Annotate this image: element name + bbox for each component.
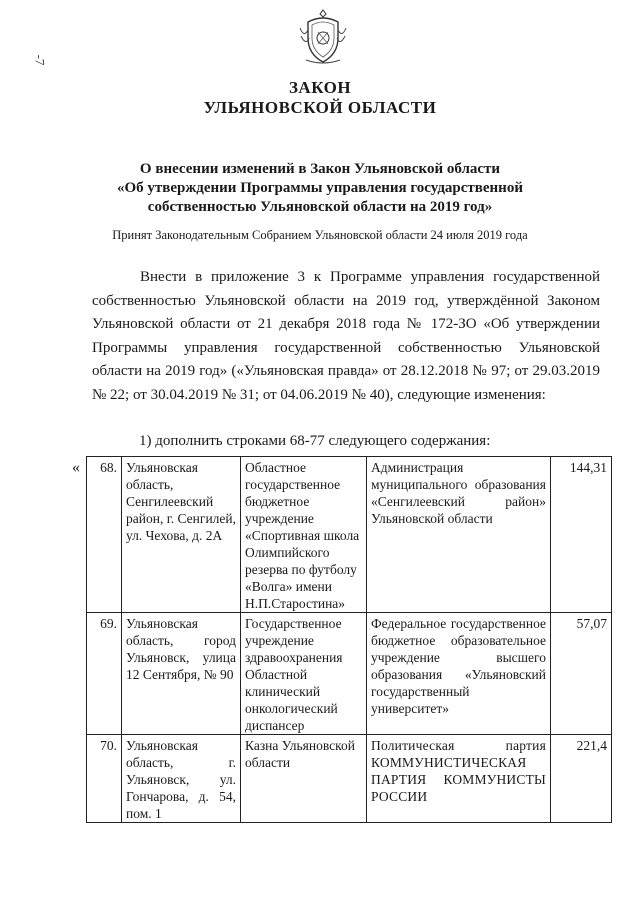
open-quote: « <box>72 459 80 476</box>
law-title-line2: УЛЬЯНОВСКОЙ ОБЛАСТИ <box>203 98 437 117</box>
object-value: 221,4 <box>551 735 612 823</box>
law-subject <box>60 160 580 217</box>
body-paragraph-text: Внести в приложение 3 к Программе управления государственной собственностью Ульяновской области на 2019 год, утверждённой Законом Ульяновской области от 21 декабря 2018 года № 172-ЗО «Об утверждении Программы управления государственной собственностью Ульяновской области на 2019 год» («Ульяновская правда» от 28.12.2018 № 97; от 29.03.2019 № 22; от 30.04.2019 № 31; от 04.06.2019 № 40), следующие изменения: <box>92 269 600 403</box>
table-row <box>87 613 612 735</box>
item-1: 1) дополнить строками 68-77 следующего содержания: <box>139 433 491 449</box>
body-paragraph <box>92 266 600 407</box>
row-number: 70. <box>87 735 122 823</box>
recipient: Федеральное государственное бюджетное образовательное учреждение высшего образования «Ульяновский государственный университет» <box>367 613 551 735</box>
subject-line-1: О внесении изменений в Закон Ульяновской области <box>139 161 501 177</box>
object-address: Ульяновская область, город Ульяновск, улица 12 Сентября, № 90 <box>122 613 241 735</box>
table-row <box>87 735 612 823</box>
row-number: 68. <box>87 457 122 613</box>
object-value: 57,07 <box>551 613 612 735</box>
law-title-line1: ЗАКОН <box>288 78 352 97</box>
object-address: Ульяновская область, г. Ульяновск, ул. Гончарова, д. 54, пом. 1 <box>122 735 241 823</box>
margin-mark: -7 <box>32 54 48 66</box>
table-row <box>87 457 612 613</box>
subject-line-2: «Об утверждении Программы управления государственной <box>117 180 523 196</box>
current-holder: Казна Ульяновской области <box>241 735 367 823</box>
subject-line-3: собственностью Ульяновской области на 2019 год» <box>147 199 493 215</box>
recipient: Администрация муниципального образования «Сенгилеевский район» Ульяновской области <box>367 457 551 613</box>
objects-table <box>86 456 612 823</box>
adoption-note: Принят Законодательным Собранием Ульяновской области 24 июля 2019 года <box>112 228 528 242</box>
object-address: Ульяновская область, Сенгилеевский район, г. Сенгилей, ул. Чехова, д. 2А <box>122 457 241 613</box>
recipient: Политическая партия КОММУНИСТИЧЕСКАЯ ПАРТИЯ КОММУНИСТЫ РОССИИ <box>367 735 551 823</box>
row-number: 69. <box>87 613 122 735</box>
object-value: 144,31 <box>551 457 612 613</box>
current-holder: Областное государственное бюджетное учреждение «Спортивная школа Олимпийского резерва по футболу «Волга» имени Н.П.Старостина» <box>241 457 367 613</box>
coat-of-arms-icon <box>298 8 348 66</box>
current-holder: Государственное учреждение здравоохранения Областной клинический онкологический диспансер <box>241 613 367 735</box>
